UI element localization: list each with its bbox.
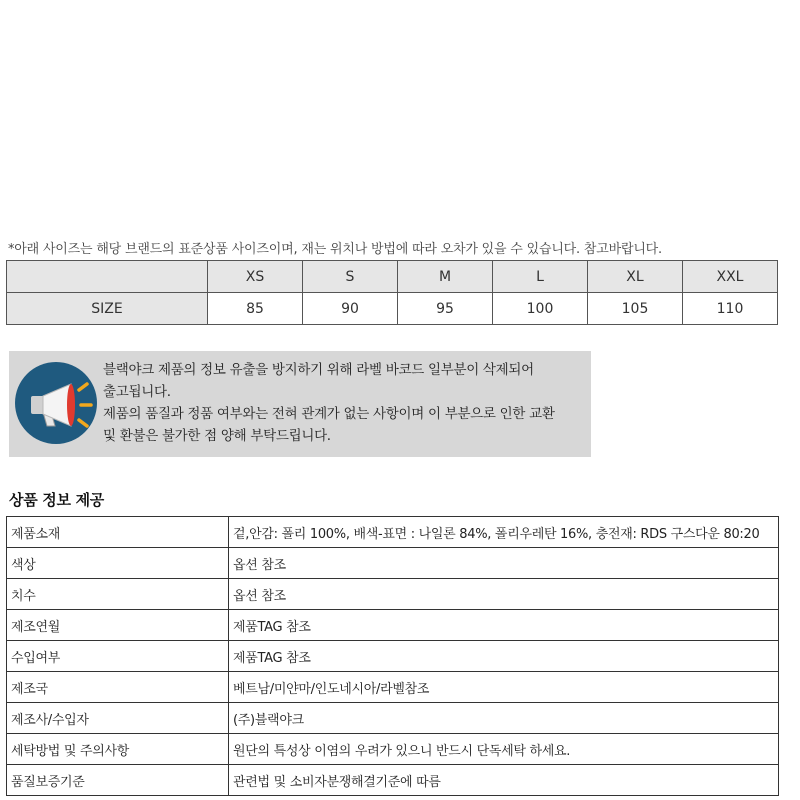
info-value: 관련법 및 소비자분쟁해결기준에 따름 (229, 765, 779, 796)
info-value: 베트남/미얀마/인도네시아/라벨참조 (229, 672, 779, 703)
size-table-row (7, 293, 778, 325)
size-header-cell: XXL (683, 261, 778, 293)
size-value-cell: 100 (493, 293, 588, 325)
info-label: 세탁방법 및 주의사항 (7, 734, 229, 765)
notice-line: 및 환불은 불가한 점 양해 부탁드립니다. (103, 428, 331, 444)
info-label: 제조연월 (7, 610, 229, 641)
info-row (7, 610, 779, 641)
info-row (7, 641, 779, 672)
info-row (7, 672, 779, 703)
size-value-cell: 105 (588, 293, 683, 325)
info-row (7, 517, 779, 548)
notice-line: 블랙야크 제품의 정보 유출을 방지하기 위해 라벨 바코드 일부분이 삭제되어 (103, 362, 534, 378)
barcode-notice-box (9, 351, 591, 457)
size-disclaimer: *아래 사이즈는 해당 브랜드의 표준상품 사이즈이며, 재는 위치나 방법에 따라 오차가 있을 수 있습니다. 참고바랍니다. (8, 242, 662, 257)
info-value: 옵션 참조 (229, 548, 779, 579)
size-value-cell: 85 (208, 293, 303, 325)
info-value: 제품TAG 참조 (229, 641, 779, 672)
megaphone-icon (13, 360, 99, 446)
info-label: 수입여부 (7, 641, 229, 672)
size-header-cell (7, 261, 208, 293)
info-label: 품질보증기준 (7, 765, 229, 796)
notice-message (103, 359, 589, 447)
info-row (7, 703, 779, 734)
size-header-cell: L (493, 261, 588, 293)
size-header-cell: XL (588, 261, 683, 293)
info-row (7, 579, 779, 610)
info-label: 제조사/수입자 (7, 703, 229, 734)
size-header-cell: XS (208, 261, 303, 293)
size-value-cell: 110 (683, 293, 778, 325)
info-row (7, 548, 779, 579)
info-label: 치수 (7, 579, 229, 610)
notice-line: 제품의 품질과 정품 여부와는 전혀 관계가 없는 사항이며 이 부분으로 인한 교환 (103, 406, 555, 422)
info-row (7, 734, 779, 765)
section-title: 상품 정보 제공 (9, 491, 104, 509)
info-label: 제품소재 (7, 517, 229, 548)
size-header-cell: M (398, 261, 493, 293)
info-value: 겉,안감: 폴리 100%, 배색-표면 : 나일론 84%, 폴리우레탄 16%, 충전재: RDS 구스다운 80:20 (229, 517, 779, 548)
size-row-label: SIZE (7, 293, 208, 325)
info-row (7, 765, 779, 796)
info-value: 옵션 참조 (229, 579, 779, 610)
size-value-cell: 95 (398, 293, 493, 325)
product-info-table (6, 516, 779, 796)
info-value: 제품TAG 참조 (229, 610, 779, 641)
size-header-cell: S (303, 261, 398, 293)
info-label: 색상 (7, 548, 229, 579)
info-label: 제조국 (7, 672, 229, 703)
size-value-cell: 90 (303, 293, 398, 325)
size-table-header-row (7, 261, 778, 293)
notice-line: 출고됩니다. (103, 384, 171, 400)
info-value: (주)블랙야크 (229, 703, 779, 734)
info-value: 원단의 특성상 이염의 우려가 있으니 반드시 단독세탁 하세요. (229, 734, 779, 765)
size-table (6, 260, 778, 325)
